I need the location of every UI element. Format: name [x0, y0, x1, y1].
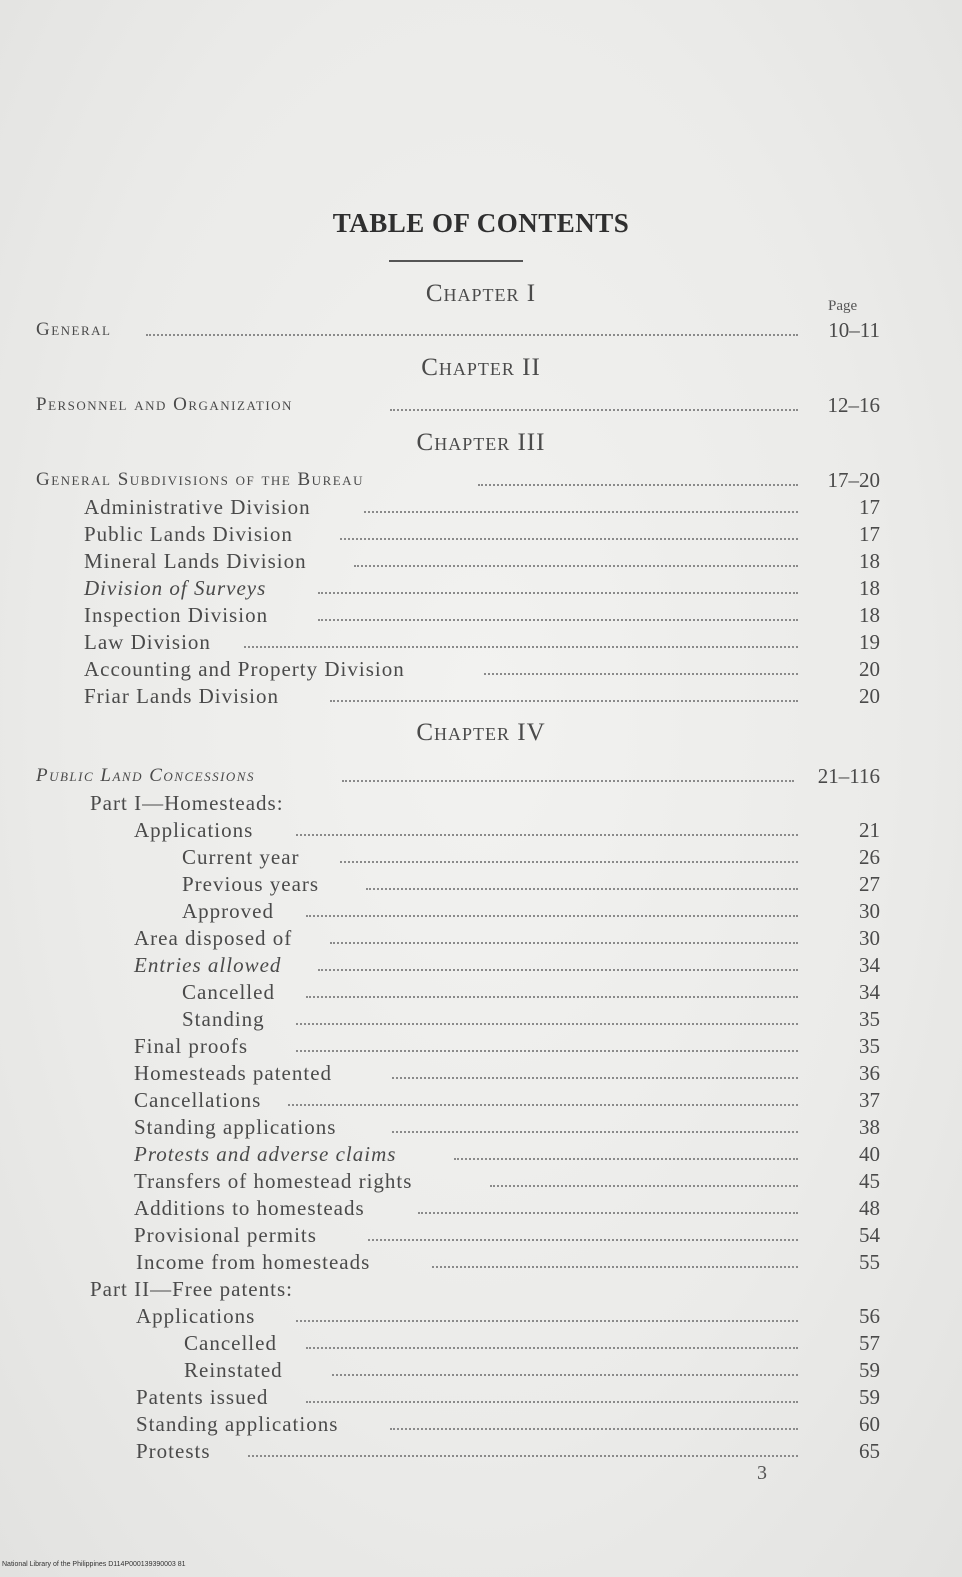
toc-entry-administrative: [0, 494, 880, 520]
entry-page: 26: [859, 845, 880, 869]
chapter-heading-2: Chapter II: [421, 354, 541, 381]
dot-leader: [146, 334, 798, 336]
toc-entry-h-standing: [0, 1006, 880, 1032]
entry-label: Administrative Division: [84, 495, 311, 519]
entry-page: 40: [859, 1142, 880, 1166]
dot-leader: [432, 1266, 798, 1268]
entry-page: 65: [859, 1439, 880, 1463]
entry-page: 18: [859, 549, 880, 573]
page-column-label: Page: [828, 298, 858, 314]
dot-leader: [296, 834, 798, 836]
toc-entry-general: [0, 317, 880, 343]
entry-label: Current year: [182, 845, 300, 869]
toc-entry-h-patented: [0, 1060, 880, 1086]
entry-label: Inspection Division: [84, 603, 269, 627]
entry-page: 27: [859, 872, 880, 896]
toc-entry-friar-lands: [0, 683, 880, 709]
toc-entry-h-additions: [0, 1195, 880, 1221]
entry-page: 59: [859, 1358, 880, 1382]
entry-page: 35: [859, 1034, 880, 1058]
dot-leader: [354, 565, 798, 567]
toc-entry-h-provisional: [0, 1222, 880, 1248]
dot-leader: [364, 511, 798, 513]
toc-entry-h-area-disposed: [0, 925, 880, 951]
entry-label: Applications: [136, 1304, 256, 1328]
entry-label: Cancelled: [184, 1331, 277, 1355]
toc-entry-h-cancellations: [0, 1087, 880, 1113]
dot-leader: [392, 1077, 798, 1079]
entry-page: 54: [859, 1223, 880, 1247]
toc-entry-h-previous-years: [0, 871, 880, 897]
entry-page: 20: [859, 684, 880, 708]
entry-page: 21: [859, 818, 880, 842]
dot-leader: [318, 969, 798, 971]
entry-page: 36: [859, 1061, 880, 1085]
entry-page: 19: [859, 630, 880, 654]
entry-label: Additions to homesteads: [134, 1196, 365, 1220]
entry-label: Public Lands Division: [84, 522, 293, 546]
page-number: 3: [757, 1462, 767, 1484]
dot-leader: [490, 1185, 798, 1187]
entry-page: 12–16: [827, 393, 880, 417]
toc-entry-surveys: [0, 575, 880, 601]
toc-entry-f-applications: [0, 1303, 880, 1329]
dot-leader: [390, 409, 798, 411]
entry-label: Patents issued: [136, 1385, 269, 1409]
entry-label: Protests: [136, 1439, 211, 1463]
entry-page: 30: [859, 899, 880, 923]
entry-page: 55: [859, 1250, 880, 1274]
chapter-heading-3: Chapter III: [416, 429, 546, 456]
entry-label: Income from homesteads: [136, 1250, 371, 1274]
entry-label: Area disposed of: [134, 926, 293, 950]
entry-label: Cancelled: [182, 980, 275, 1004]
toc-entry-f-patents-issued: [0, 1384, 880, 1410]
entry-label: Standing: [182, 1007, 265, 1031]
chapter-heading-1: Chapter I: [425, 280, 537, 307]
entry-label: Homesteads patented: [134, 1061, 333, 1085]
toc-entry-h-cancelled: [0, 979, 880, 1005]
title-rule: [389, 260, 523, 262]
entry-page: 17: [859, 495, 880, 519]
dot-leader: [330, 700, 798, 702]
entry-label: Personnel and Organization: [36, 394, 293, 415]
entry-page: 18: [859, 603, 880, 627]
entry-label: General: [36, 319, 112, 340]
toc-entry-h-applications: [0, 817, 880, 843]
dot-leader: [390, 1428, 798, 1430]
entry-page: 30: [859, 926, 880, 950]
dot-leader: [340, 538, 798, 540]
entry-page: 38: [859, 1115, 880, 1139]
dot-leader: [296, 1320, 798, 1322]
toc-entry-concessions: [0, 763, 880, 789]
toc-entry-h-standing-applications: [0, 1114, 880, 1140]
entry-label: Law Division: [84, 630, 211, 654]
dot-leader: [484, 673, 798, 675]
entry-page: 37: [859, 1088, 880, 1112]
entry-page: 60: [859, 1412, 880, 1436]
toc-entry-personnel: [0, 392, 880, 418]
entry-page: 10–11: [828, 318, 880, 342]
toc-entry-f-cancelled: [0, 1330, 880, 1356]
entry-page: 21–116: [817, 764, 880, 788]
entry-label: General Subdivisions of the Bureau: [36, 469, 364, 490]
entry-label: Protests and adverse claims: [134, 1142, 397, 1166]
entry-page: 45: [859, 1169, 880, 1193]
toc-entry-h-final-proofs: [0, 1033, 880, 1059]
entry-label: Accounting and Property Division: [84, 657, 405, 681]
part-heading-free-patents: Part II—Free patents:: [90, 1277, 293, 1301]
entry-page: 48: [859, 1196, 880, 1220]
toc-entry-f-reinstated: [0, 1357, 880, 1383]
dot-leader: [368, 1239, 798, 1241]
entry-label: Standing applications: [136, 1412, 339, 1436]
entry-label: Previous years: [182, 872, 320, 896]
dot-leader: [366, 888, 798, 890]
toc-entry-h-protests: [0, 1141, 880, 1167]
toc-entry-h-transfers: [0, 1168, 880, 1194]
toc-entry-h-entries-allowed: [0, 952, 880, 978]
dot-leader: [318, 619, 798, 621]
entry-page: 17–20: [827, 468, 880, 492]
dot-leader: [342, 780, 794, 782]
entry-page: 34: [859, 980, 880, 1004]
entry-label: Mineral Lands Division: [84, 549, 307, 573]
dot-leader: [306, 1401, 798, 1403]
dot-leader: [306, 1347, 798, 1349]
toc-entry-inspection: [0, 602, 880, 628]
entry-page: 34: [859, 953, 880, 977]
entry-label: Provisional permits: [134, 1223, 317, 1247]
scan-credit: National Library of the Philippines D114P000139390003 81: [2, 1561, 186, 1568]
toc-entry-h-income: [0, 1249, 880, 1275]
toc-entry-accounting: [0, 656, 880, 682]
entry-page: 20: [859, 657, 880, 681]
entry-page: 18: [859, 576, 880, 600]
toc-entry-law: [0, 629, 880, 655]
entry-label: Transfers of homestead rights: [134, 1169, 413, 1193]
dot-leader: [418, 1212, 798, 1214]
entry-label: Reinstated: [184, 1358, 283, 1382]
dot-leader: [340, 861, 798, 863]
entry-label: Final proofs: [134, 1034, 249, 1058]
dot-leader: [296, 1023, 798, 1025]
toc-entry-h-current-year: [0, 844, 880, 870]
dot-leader: [306, 996, 798, 998]
document-title: TABLE OF CONTENTS: [332, 208, 630, 238]
dot-leader: [330, 942, 798, 944]
entry-label: Entries allowed: [134, 953, 282, 977]
dot-leader: [332, 1374, 798, 1376]
dot-leader: [306, 915, 798, 917]
dot-leader: [392, 1131, 798, 1133]
toc-entry-mineral-lands: [0, 548, 880, 574]
toc-entry-public-lands: [0, 521, 880, 547]
dot-leader: [248, 1455, 798, 1457]
toc-entry-subdivisions: [0, 467, 880, 493]
entry-page: 35: [859, 1007, 880, 1031]
entry-label: Applications: [134, 818, 254, 842]
dot-leader: [478, 484, 798, 486]
dot-leader: [288, 1104, 798, 1106]
toc-entry-f-protests: [0, 1438, 880, 1464]
entry-page: 56: [859, 1304, 880, 1328]
dot-leader: [296, 1050, 798, 1052]
entry-page: 17: [859, 522, 880, 546]
entry-label: Cancellations: [134, 1088, 262, 1112]
part-heading-homesteads: Part I—Homesteads:: [90, 791, 284, 815]
toc-entry-h-approved: [0, 898, 880, 924]
entry-page: 57: [859, 1331, 880, 1355]
dot-leader: [318, 592, 798, 594]
dot-leader: [454, 1158, 798, 1160]
entry-label: Division of Surveys: [84, 576, 267, 600]
entry-label: Friar Lands Division: [84, 684, 279, 708]
entry-page: 59: [859, 1385, 880, 1409]
entry-label: Standing applications: [134, 1115, 337, 1139]
entry-label: Public Land Concessions: [36, 765, 255, 786]
dot-leader: [244, 646, 798, 648]
toc-entry-f-standing-applications: [0, 1411, 880, 1437]
entry-label: Approved: [182, 899, 274, 923]
chapter-heading-4: Chapter IV: [416, 719, 546, 746]
